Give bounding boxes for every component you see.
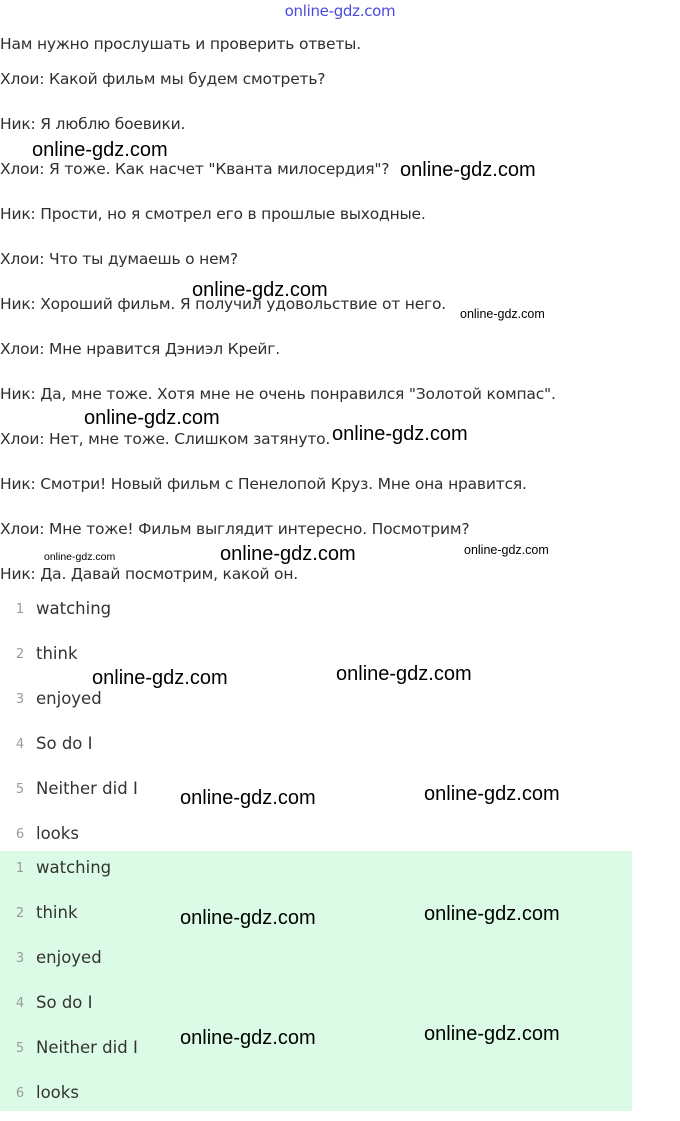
watermark: online-gdz.com [460,307,545,321]
dialogue-line: Хлои: Что ты думаешь о нем? [0,250,238,268]
watermark: online-gdz.com [92,667,228,689]
watermark: online-gdz.com [32,139,168,161]
watermark: online-gdz.com [332,423,468,445]
list-item [0,941,632,986]
answer-text: enjoyed [36,689,102,708]
watermark: online-gdz.com [464,543,549,557]
dialogue-line: Хлои: Какой фильм мы будем смотреть? [0,70,326,88]
answer-text: watching [36,599,112,618]
dialogue-line: Хлои: Нет, мне тоже. Слишком затянуто. [0,430,331,448]
intro-line: Нам нужно прослушать и проверить ответы. [0,35,361,53]
dialogue-line: Хлои: Мне тоже! Фильм выглядит интересно. Посмотрим? [0,520,470,538]
answer-text: So do I [36,734,93,753]
answer-text: Neither did I [36,779,138,798]
answer-text: think [36,903,78,922]
answer-text: looks [36,824,79,843]
watermark: online-gdz.com [400,159,536,181]
list-item [0,1076,632,1121]
dialogue-line: Ник: Да. Давай посмотрим, какой он. [0,565,298,583]
answer-list-highlighted [0,851,632,1111]
answer-text: So do I [36,993,93,1012]
answer-number: 3 [15,692,25,707]
dialogue-line: Ник: Хороший фильм. Я получил удовольствие от него. [0,295,447,313]
answer-number: 1 [15,861,25,876]
watermark: online-gdz.com [220,543,356,565]
dialogue-line: Хлои: Мне нравится Дэниэл Крейг. [0,340,280,358]
answer-number: 2 [15,906,25,921]
answer-text: Neither did I [36,1038,138,1057]
watermark: online-gdz.com [192,279,328,301]
watermark: online-gdz.com [180,907,316,929]
answer-number: 2 [15,647,25,662]
answer-text: think [36,644,78,663]
watermark: online-gdz.com [424,903,560,925]
watermark: online-gdz.com [180,787,316,809]
watermark: online-gdz.com [44,551,116,563]
answer-number: 6 [15,1086,25,1101]
watermark: online-gdz.com [424,783,560,805]
site-header-link[interactable]: online-gdz.com [284,2,396,20]
list-item [0,727,632,772]
dialogue-line: Хлои: Я тоже. Как насчет "Кванта милосердия"? [0,160,390,178]
answer-text: watching [36,858,112,877]
watermark: online-gdz.com [180,1027,316,1049]
answer-text: looks [36,1083,79,1102]
answer-number: 5 [15,782,25,797]
answer-number: 4 [15,737,25,752]
answer-number: 1 [15,602,25,617]
list-item [0,851,632,896]
answer-number: 5 [15,1041,25,1056]
answer-number: 3 [15,951,25,966]
answer-number: 6 [15,827,25,842]
dialogue-line: Ник: Прости, но я смотрел его в прошлые выходные. [0,205,426,223]
watermark: online-gdz.com [424,1023,560,1045]
watermark: online-gdz.com [84,407,220,429]
answer-number: 4 [15,996,25,1011]
list-item [0,592,632,637]
answer-text: enjoyed [36,948,102,967]
watermark: online-gdz.com [336,663,472,685]
dialogue-line: Ник: Да, мне тоже. Хотя мне не очень понравился "Золотой компас". [0,385,556,403]
dialogue-line: Ник: Я люблю боевики. [0,115,186,133]
dialogue-line: Ник: Смотри! Новый фильм с Пенелопой Круз. Мне она нравится. [0,475,527,493]
